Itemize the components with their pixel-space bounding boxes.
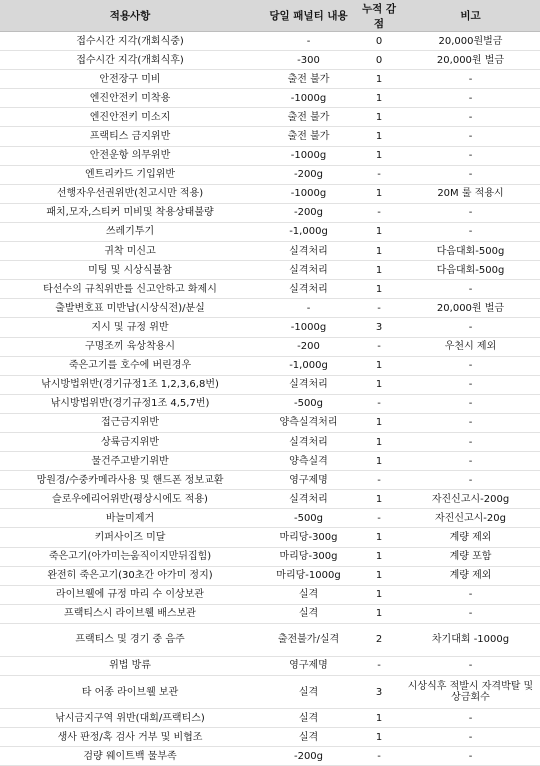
cell-item: 엔진안전키 미착용	[0, 89, 260, 108]
cell-points: -	[357, 747, 401, 766]
table-row	[0, 585, 540, 604]
cell-item: 타 어종 라이브웰 보관	[0, 676, 260, 709]
cell-item: 접근금지위반	[0, 413, 260, 432]
table-row	[0, 432, 540, 451]
cell-penalty: 실격처리	[260, 261, 357, 280]
cell-penalty: 영구제명	[260, 471, 357, 490]
cell-points: 3	[357, 318, 401, 337]
cell-note: -	[401, 318, 540, 337]
cell-note: -	[401, 165, 540, 184]
cell-points: -	[357, 471, 401, 490]
cell-item: 라이브웰에 규정 마리 수 이상보관	[0, 585, 260, 604]
cell-penalty: 실격	[260, 728, 357, 747]
cell-penalty: -200g	[260, 747, 357, 766]
cell-note: -	[401, 203, 540, 222]
table-row	[0, 337, 540, 356]
cell-item: 낚시금지구역 위반(대회/프랙티스)	[0, 709, 260, 728]
cell-note: -	[401, 413, 540, 432]
cell-points: 1	[357, 70, 401, 89]
table-row	[0, 203, 540, 222]
table-row	[0, 528, 540, 547]
cell-note: 20,000원 벌금	[401, 299, 540, 318]
cell-note: 차기대회 -1000g	[401, 623, 540, 656]
cell-item: 패치,모자,스티커 미비및 착용상태불량	[0, 203, 260, 222]
header-penalty: 당일 패널티 내용	[260, 0, 357, 32]
cell-penalty: 출전불가/실격	[260, 623, 357, 656]
cell-item: 미팅 및 시상식불참	[0, 261, 260, 280]
cell-penalty: 실격처리	[260, 432, 357, 451]
cell-points: 3	[357, 676, 401, 709]
cell-penalty: 실격처리	[260, 280, 357, 299]
table-body	[0, 32, 540, 766]
cell-note: 다음대회-500g	[401, 261, 540, 280]
cell-points: 0	[357, 51, 401, 70]
cell-item: 접수시간 지각(개회식중)	[0, 32, 260, 51]
cell-note: -	[401, 747, 540, 766]
cell-penalty: -200g	[260, 203, 357, 222]
table-row	[0, 51, 540, 70]
cell-points: 1	[357, 184, 401, 203]
cell-item: 프랙티스 금지위반	[0, 127, 260, 146]
table-row	[0, 127, 540, 146]
cell-item: 물건주고받기위반	[0, 452, 260, 471]
cell-penalty: -1000g	[260, 184, 357, 203]
cell-points: 1	[357, 356, 401, 375]
table-row	[0, 32, 540, 51]
cell-points: 1	[357, 432, 401, 451]
cell-note: -	[401, 108, 540, 127]
cell-penalty: 양측실격	[260, 452, 357, 471]
cell-note: -	[401, 604, 540, 623]
cell-penalty: 실격	[260, 585, 357, 604]
table-row	[0, 709, 540, 728]
table-row	[0, 566, 540, 585]
table-row	[0, 280, 540, 299]
cell-item: 죽은고기를 호수에 버린경우	[0, 356, 260, 375]
cell-penalty: 실격	[260, 604, 357, 623]
cell-note: -	[401, 394, 540, 413]
table-row	[0, 165, 540, 184]
cell-item: 엔진안전키 미소지	[0, 108, 260, 127]
table-row	[0, 413, 540, 432]
cell-note: 계량 포함	[401, 547, 540, 566]
cell-penalty: -1000g	[260, 318, 357, 337]
cell-note: 20,000원 벌금	[401, 51, 540, 70]
table-row	[0, 242, 540, 261]
cell-item: 엔트리카드 기입위반	[0, 165, 260, 184]
cell-points: 1	[357, 547, 401, 566]
cell-penalty: -1000g	[260, 89, 357, 108]
cell-note: -	[401, 375, 540, 394]
cell-points: -	[357, 509, 401, 528]
table-row	[0, 547, 540, 566]
cell-item: 접수시간 지각(개회식후)	[0, 51, 260, 70]
table-row	[0, 222, 540, 241]
cell-item: 낚시방법위반(경기규정1조 4,5,7번)	[0, 394, 260, 413]
table-row	[0, 676, 540, 709]
cell-points: -	[357, 656, 401, 675]
cell-points: 1	[357, 728, 401, 747]
table-row	[0, 747, 540, 766]
cell-note: -	[401, 146, 540, 165]
cell-note: -	[401, 89, 540, 108]
cell-note: 시상식후 적발시 자격박탈 및 상금회수	[401, 676, 540, 709]
cell-penalty: 실격	[260, 676, 357, 709]
cell-item: 귀착 미신고	[0, 242, 260, 261]
cell-penalty: -300	[260, 51, 357, 70]
cell-penalty: -1000g	[260, 146, 357, 165]
cell-points: -	[357, 394, 401, 413]
cell-item: 망원경/수중카메라사용 및 핸드폰 정보교환	[0, 471, 260, 490]
cell-note: 자진신고시-200g	[401, 490, 540, 509]
cell-item: 죽은고기(아가미는움직이지만뒤집힘)	[0, 547, 260, 566]
cell-item: 출발변호표 미반납(시상식전)/분실	[0, 299, 260, 318]
cell-penalty: 양측실격처리	[260, 413, 357, 432]
table-row	[0, 299, 540, 318]
cell-item: 위법 방류	[0, 656, 260, 675]
cell-points: 1	[357, 89, 401, 108]
table-row	[0, 656, 540, 675]
cell-points: -	[357, 165, 401, 184]
cell-points: 1	[357, 413, 401, 432]
cell-penalty: 출전 불가	[260, 70, 357, 89]
table-row	[0, 728, 540, 747]
cell-item: 안전운항 의무위반	[0, 146, 260, 165]
cell-penalty: 실격처리	[260, 242, 357, 261]
cell-penalty: 영구제명	[260, 656, 357, 675]
cell-note: -	[401, 728, 540, 747]
cell-penalty: -500g	[260, 394, 357, 413]
cell-item: 선행자우선권위반(친고시만 적용)	[0, 184, 260, 203]
cell-item: 프랙티스시 라이브웰 배스보관	[0, 604, 260, 623]
cell-note: 다음대회-500g	[401, 242, 540, 261]
table-row	[0, 146, 540, 165]
header-item: 적용사항	[0, 0, 260, 32]
table-row	[0, 490, 540, 509]
table-row	[0, 604, 540, 623]
cell-item: 상륙금지위반	[0, 432, 260, 451]
cell-item: 바늘미제거	[0, 509, 260, 528]
cell-points: -	[357, 299, 401, 318]
header-note: 비고	[401, 0, 540, 32]
table-row	[0, 623, 540, 656]
cell-item: 생사 판정/혹 검사 거부 및 비협조	[0, 728, 260, 747]
cell-points: 1	[357, 280, 401, 299]
cell-note: 20,000원벌금	[401, 32, 540, 51]
cell-note: 우천시 제외	[401, 337, 540, 356]
cell-points: 1	[357, 566, 401, 585]
cell-note: -	[401, 222, 540, 241]
cell-penalty: -500g	[260, 509, 357, 528]
table-row	[0, 184, 540, 203]
table-row	[0, 356, 540, 375]
cell-item: 타선수의 규칙위반를 신고안하고 화제시	[0, 280, 260, 299]
cell-points: 1	[357, 585, 401, 604]
cell-points: 0	[357, 32, 401, 51]
cell-note: 계량 제외	[401, 528, 540, 547]
cell-points: 1	[357, 528, 401, 547]
cell-item: 검량 웨이트백 물부족	[0, 747, 260, 766]
cell-note: -	[401, 356, 540, 375]
cell-points: 1	[357, 375, 401, 394]
cell-note: 자진신고시-20g	[401, 509, 540, 528]
table-row	[0, 70, 540, 89]
cell-penalty: 실격	[260, 709, 357, 728]
cell-penalty: 마리당-300g	[260, 547, 357, 566]
cell-points: 1	[357, 146, 401, 165]
cell-item: 안전장구 미비	[0, 70, 260, 89]
table-row	[0, 394, 540, 413]
table-row	[0, 108, 540, 127]
cell-points: 1	[357, 108, 401, 127]
cell-item: 키퍼사이즈 미달	[0, 528, 260, 547]
table-header-row	[0, 0, 540, 32]
cell-points: 1	[357, 452, 401, 471]
header-points: 누적 감점	[357, 0, 401, 32]
cell-penalty: 마리당-1000g	[260, 566, 357, 585]
cell-penalty: 출전 불가	[260, 108, 357, 127]
cell-note: -	[401, 452, 540, 471]
cell-item: 프랙티스 및 경기 중 음주	[0, 623, 260, 656]
cell-note: -	[401, 709, 540, 728]
cell-item: 지시 및 규정 위반	[0, 318, 260, 337]
cell-points: 1	[357, 490, 401, 509]
table-row	[0, 318, 540, 337]
cell-penalty: 실격처리	[260, 375, 357, 394]
cell-penalty: -200g	[260, 165, 357, 184]
cell-points: 1	[357, 242, 401, 261]
table-row	[0, 89, 540, 108]
cell-points: 1	[357, 604, 401, 623]
cell-note: -	[401, 585, 540, 604]
table-row	[0, 261, 540, 280]
cell-note: 20M 룰 적용시	[401, 184, 540, 203]
cell-penalty: 실격처리	[260, 490, 357, 509]
table-row	[0, 375, 540, 394]
cell-note: -	[401, 432, 540, 451]
cell-points: -	[357, 337, 401, 356]
cell-note: -	[401, 127, 540, 146]
table-row	[0, 452, 540, 471]
table-row	[0, 509, 540, 528]
cell-points: -	[357, 203, 401, 222]
cell-note: 계량 제외	[401, 566, 540, 585]
cell-points: 1	[357, 222, 401, 241]
cell-penalty: -	[260, 32, 357, 51]
cell-points: 2	[357, 623, 401, 656]
cell-penalty: -1,000g	[260, 222, 357, 241]
cell-penalty: 마리당-300g	[260, 528, 357, 547]
cell-points: 1	[357, 261, 401, 280]
cell-item: 슬로우에리어위반(평상시에도 적용)	[0, 490, 260, 509]
cell-note: -	[401, 656, 540, 675]
cell-note: -	[401, 471, 540, 490]
cell-item: 구명조끼 육상착용시	[0, 337, 260, 356]
cell-note: -	[401, 280, 540, 299]
cell-penalty: -200	[260, 337, 357, 356]
table-row	[0, 471, 540, 490]
cell-penalty: 출전 불가	[260, 127, 357, 146]
cell-note: -	[401, 70, 540, 89]
cell-item: 완전히 죽은고기(30초간 아가미 정지)	[0, 566, 260, 585]
cell-points: 1	[357, 709, 401, 728]
cell-penalty: -	[260, 299, 357, 318]
cell-item: 쓰레기투기	[0, 222, 260, 241]
cell-penalty: -1,000g	[260, 356, 357, 375]
cell-points: 1	[357, 127, 401, 146]
cell-item: 낚시방법위반(경기규정1조 1,2,3,6,8번)	[0, 375, 260, 394]
